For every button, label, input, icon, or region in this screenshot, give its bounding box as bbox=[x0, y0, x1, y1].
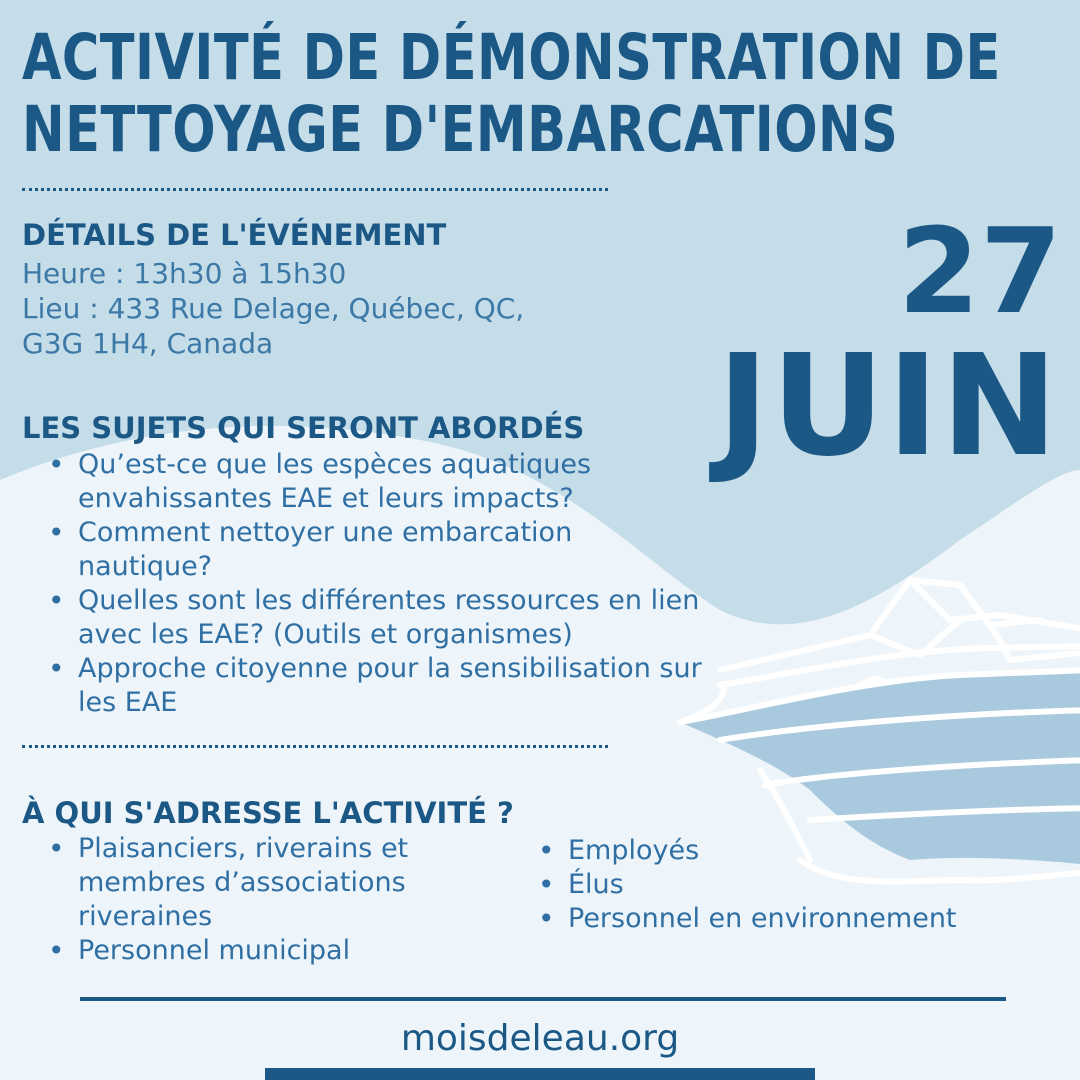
topics-list bbox=[22, 448, 702, 720]
event-details bbox=[22, 256, 524, 361]
event-date-month: JUIN bbox=[716, 325, 1060, 488]
footer-website[interactable]: moisdeleau.org bbox=[400, 1018, 680, 1059]
event-place-line-1: Lieu : 433 Rue Delage, Québec, QC, bbox=[22, 292, 525, 325]
audience-item: • Personnel municipal bbox=[22, 934, 462, 968]
event-date-day: 27 bbox=[897, 202, 1062, 340]
page-title bbox=[22, 21, 1001, 166]
dotted-divider-bottom bbox=[22, 745, 608, 748]
topic-item: • Approche citoyenne pour la sensibilisation sur les EAE bbox=[22, 652, 702, 720]
event-time: Heure : 13h30 à 15h30 bbox=[22, 257, 347, 290]
details-heading: DÉTAILS DE L'ÉVÉNEMENT bbox=[22, 218, 447, 252]
audience-list-right bbox=[522, 834, 1042, 936]
footer-bar bbox=[265, 1068, 815, 1080]
audience-heading: À QUI S'ADRESSE L'ACTIVITÉ ? bbox=[22, 796, 514, 830]
audience-item: • Personnel en environnement bbox=[522, 902, 1042, 936]
topic-item: • Comment nettoyer une embarcation nautique? bbox=[22, 516, 702, 584]
title-line-1: ACTIVITÉ DE DÉMONSTRATION DE bbox=[22, 21, 1001, 94]
footer-divider bbox=[80, 997, 1006, 1001]
dotted-divider-top bbox=[22, 188, 608, 191]
topic-item: • Quelles sont les différentes ressources en lien avec les EAE? (Outils et organismes) bbox=[22, 584, 702, 652]
event-place-line-2: G3G 1H4, Canada bbox=[22, 327, 274, 360]
audience-item: • Élus bbox=[522, 868, 1042, 902]
topic-item: • Qu’est-ce que les espèces aquatiques envahissantes EAE et leurs impacts? bbox=[22, 448, 702, 516]
topics-heading: LES SUJETS QUI SERONT ABORDÉS bbox=[22, 411, 585, 445]
audience-item: • Employés bbox=[522, 834, 1042, 868]
audience-item: • Plaisanciers, riverains et membres d’associations riveraines bbox=[22, 832, 462, 934]
audience-list-left bbox=[22, 832, 462, 968]
title-line-2: NETTOYAGE D'EMBARCATIONS bbox=[22, 93, 899, 166]
